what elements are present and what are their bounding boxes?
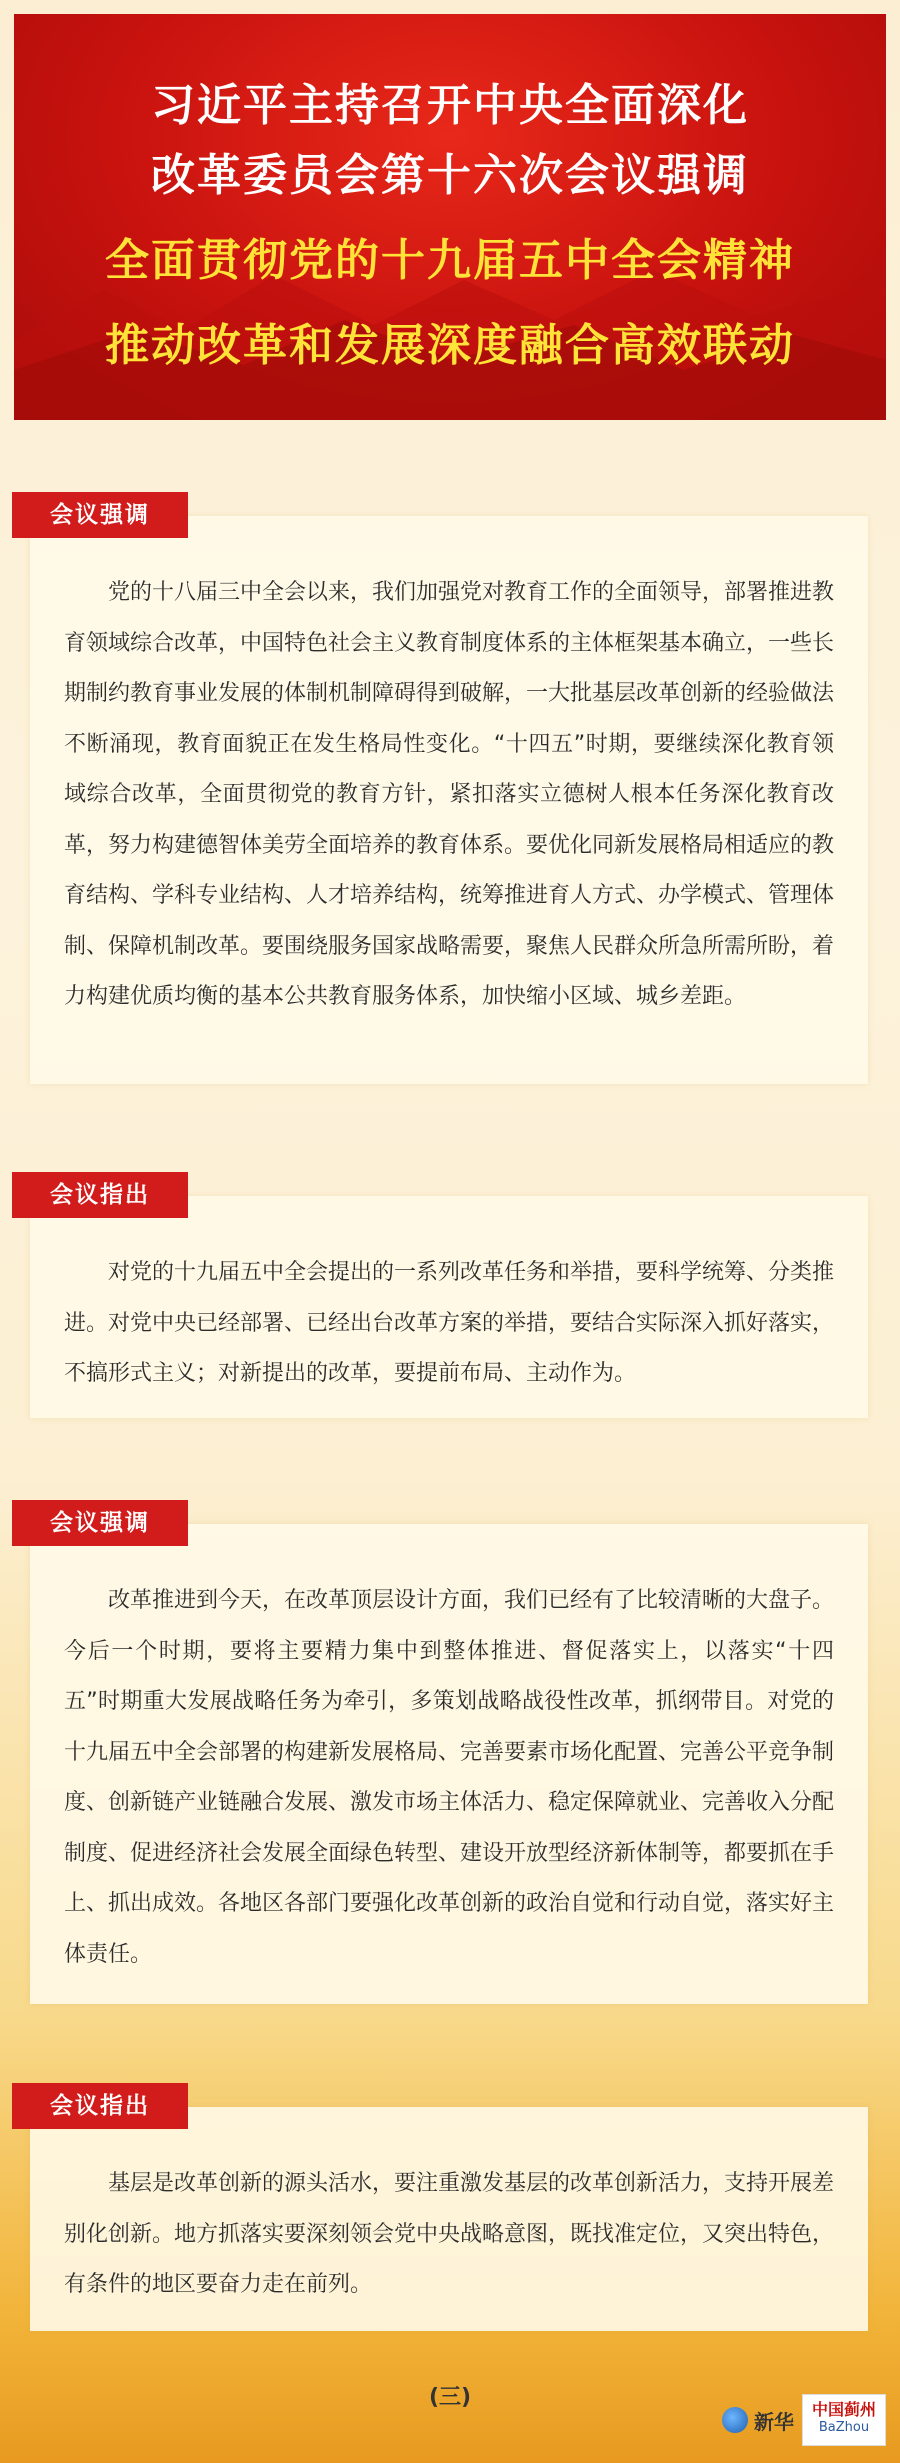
section-card	[30, 2107, 868, 2331]
section-card	[30, 1196, 868, 1418]
logo-text-cn: 中国蓟州	[811, 2400, 876, 2419]
section-tag: 会议强调	[12, 492, 188, 538]
banner-title-line-2: 改革委员会第十六次会议强调	[151, 150, 749, 201]
section-tag: 会议指出	[12, 1172, 188, 1218]
logo-text-en: BaZhou	[818, 2420, 870, 2435]
section-text: 对党的十九届五中全会提出的一系列改革任务和举措，要科学统筹、分类推进。对党中央已经部署、已经出台改革方案的举措，要结合实际深入抓好落实，不搞形式主义；对新提出的改革，要提前布局、主动作为。	[64, 1260, 835, 1386]
source-logo	[722, 2394, 886, 2446]
banner-subtitle-line-1: 全面贯彻党的十九届五中全会精神	[105, 235, 795, 286]
section-text: 党的十八届三中全会以来，我们加强党对教育工作的全面领导，部署推进教育领域综合改革，中国特色社会主义教育制度体系的主体框架基本确立，一些长期制约教育事业发展的体制机制障碍得到破解，一大批基层改革创新的经验做法不断涌现，教育面貌正在发生格局性变化。“十四五”时期，要继续深化教育领域综合改革，全面贯彻党的教育方针，紧扣落实立德树人根本任务深化教育改革，努力构建德智体美劳全面培养的教育体系。要优化同新发展格局相适应的教育结构、学科专业结构、人才培养结构，统筹推进育人方式、办学模式、管理体制、保障机制改革。要围绕服务国家战略需要，聚焦人民群众所急所需所盼，着力构建优质均衡的基本公共教育服务体系，加快缩小区域、城乡差距。	[64, 580, 835, 1009]
source-label: 新华	[754, 2409, 794, 2434]
section-text: 改革推进到今天，在改革顶层设计方面，我们已经有了比较清晰的大盘子。今后一个时期，要将主要精力集中到整体推进、督促落实上，以落实“十四五”时期重大发展战略任务为牵引，多策划战略战役性改革，抓纲带目。对党的十九届五中全会部署的构建新发展格局、完善要素市场化配置、完善公平竞争制度、创新链产业链融合发展、激发市场主体活力、稳定保障就业、完善收入分配制度、促进经济社会发展全面绿色转型、建设开放型经济新体制等，都要抓在手上、抓出成效。各地区各部门要强化改革创新的政治自觉和行动自觉，落实好主体责任。	[64, 1588, 835, 1967]
section-tag: 会议强调	[12, 1500, 188, 1546]
page-number: (三)	[428, 2385, 472, 2410]
section-card	[30, 1524, 868, 2004]
section-card	[30, 516, 868, 1084]
section-text: 基层是改革创新的源头活水，要注重激发基层的改革创新活力，支持开展差别化创新。地方抓落实要深刻领会党中央战略意图，既找准定位，又突出特色，有条件的地区要奋力走在前列。	[64, 2171, 835, 2297]
banner-title-line-1: 习近平主持召开中央全面深化	[151, 80, 749, 131]
watermark-logo	[802, 2394, 886, 2446]
globe-icon	[722, 2407, 748, 2433]
title-banner	[14, 14, 886, 420]
section-tag: 会议指出	[12, 2083, 188, 2129]
banner-subtitle-line-2: 推动改革和发展深度融合高效联动	[105, 320, 795, 371]
